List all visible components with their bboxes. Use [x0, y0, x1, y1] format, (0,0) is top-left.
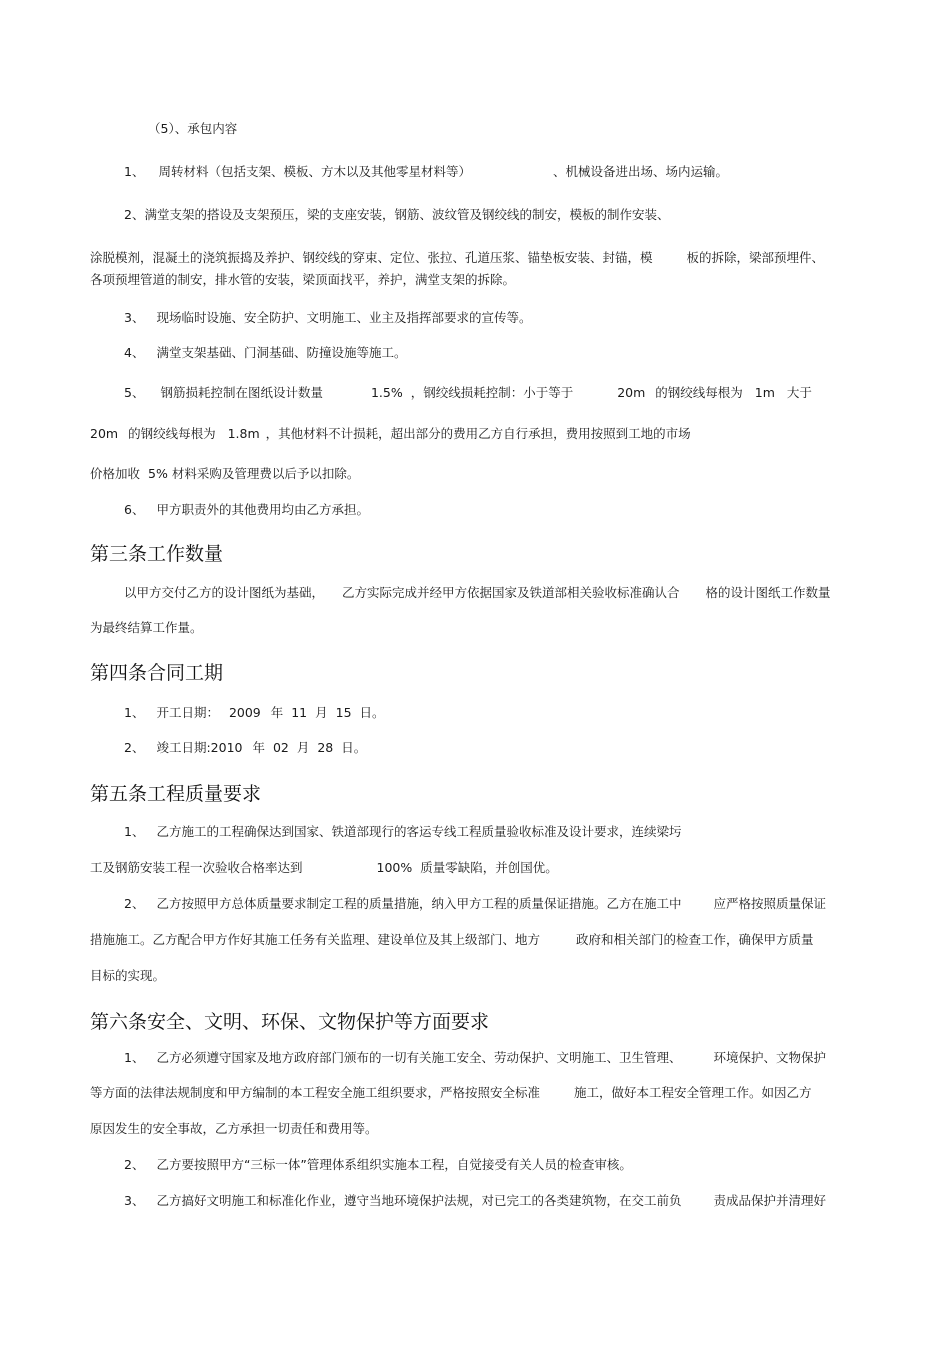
- article-6-item-1: 1、 乙方必须遵守国家及地方政府部门颁布的一切有关施工安全、劳动保护、文明施工、卫生管理、 环境保护、文物保护: [124, 1050, 826, 1065]
- article-6-item-1-cont: 原因发生的安全事故，乙方承担一切责任和费用等。: [90, 1121, 378, 1136]
- scope-item-3: 3、 现场临时设施、安全防护、文明施工、业主及指挥部要求的宣传等。: [124, 310, 532, 325]
- scope-item-6: 6、 甲方职责外的其他费用均由乙方承担。: [124, 502, 369, 517]
- start-date: 1、 开工日期： 2009 年 11 月 15 日。: [124, 705, 385, 720]
- article-6-heading: 第六条安全、文明、环保、文物保护等方面要求: [90, 1011, 490, 1033]
- subsection-heading: （5）、承包内容: [148, 121, 238, 136]
- scope-item-5-cont: 价格加收 5% 材料采购及管理费以后予以扣除。: [90, 466, 360, 481]
- end-date: 2、 竣工日期:2010 年 02 月 28 日。: [124, 740, 367, 755]
- article-5-item-2-cont: 措施施工。乙方配合甲方作好其施工任务有关监理、建设单位及其上级部门、地方 政府和相关部门的检查工作，确保甲方质量: [90, 932, 814, 947]
- article-3-paragraph: 以甲方交付乙方的设计图纸为基础， 乙方实际完成并经甲方依据国家及铁道部相关验收标准确认合 格的设计图纸工作数量: [124, 585, 831, 600]
- article-4-heading: 第四条合同工期: [90, 662, 224, 684]
- scope-item-2: 2、满堂支架的搭设及支架预压，梁的支座安装，钢筋、波纹管及钢绞线的制安，模板的制作安装、: [124, 207, 670, 222]
- article-5-item-2: 2、 乙方按照甲方总体质量要求制定工程的质量措施，纳入甲方工程的质量保证措施。乙方在施工中 应严格按照质量保证: [124, 896, 826, 911]
- article-6-item-2: 2、 乙方要按照甲方“三标一体”管理体系组织实施本工程，自觉接受有关人员的检查审核。: [124, 1157, 632, 1172]
- scope-item-2-cont: 各项预埋管道的制安，排水管的安装，梁顶面找平，养护，满堂支架的拆除。: [90, 272, 516, 287]
- scope-item-1: 1、 周转材料（包括支架、模板、方木以及其他零星材料等） 、机械设备进出场、场内运输。: [124, 164, 728, 179]
- article-3-paragraph-cont: 为最终结算工作量。: [90, 620, 203, 635]
- article-3-heading: 第三条工作数量: [90, 543, 224, 565]
- article-5-item-2-cont: 目标的实现。: [90, 968, 166, 983]
- scope-item-5: 5、 钢筋损耗控制在图纸设计数量 1.5% ，钢绞线损耗控制：小于等于 20m 的钢绞线每根为 1m 大于: [124, 385, 812, 400]
- article-6-item-3: 3、 乙方搞好文明施工和标准化作业，遵守当地环境保护法规，对已完工的各类建筑物，在交工前负 责成品保护并清理好: [124, 1193, 826, 1208]
- article-5-item-1-cont: 工及钢筋安装工程一次验收合格率达到 100% 质量零缺陷，并创国优。: [90, 860, 558, 875]
- scope-item-2-cont: 涂脱模剂，混凝土的浇筑振捣及养护、钢绞线的穿束、定位、张拉、孔道压浆、锚垫板安装、封锚，模 板的拆除，梁部预埋件、: [90, 250, 825, 265]
- article-6-item-1-cont: 等方面的法律法规制度和甲方编制的本工程安全施工组织要求，严格按照安全标准 施工，做好本工程安全管理工作。如因乙方: [90, 1085, 812, 1100]
- article-5-item-1: 1、 乙方施工的工程确保达到国家、铁道部现行的客运专线工程质量验收标准及设计要求，连续梁圬: [124, 824, 682, 839]
- scope-item-5-cont: 20m 的钢绞线每根为 1.8m ，其他材料不计损耗，超出部分的费用乙方自行承担，费用按照到工地的市场: [90, 426, 691, 441]
- article-5-heading: 第五条工程质量要求: [90, 783, 262, 805]
- scope-item-4: 4、 满堂支架基础、门洞基础、防撞设施等施工。: [124, 345, 407, 360]
